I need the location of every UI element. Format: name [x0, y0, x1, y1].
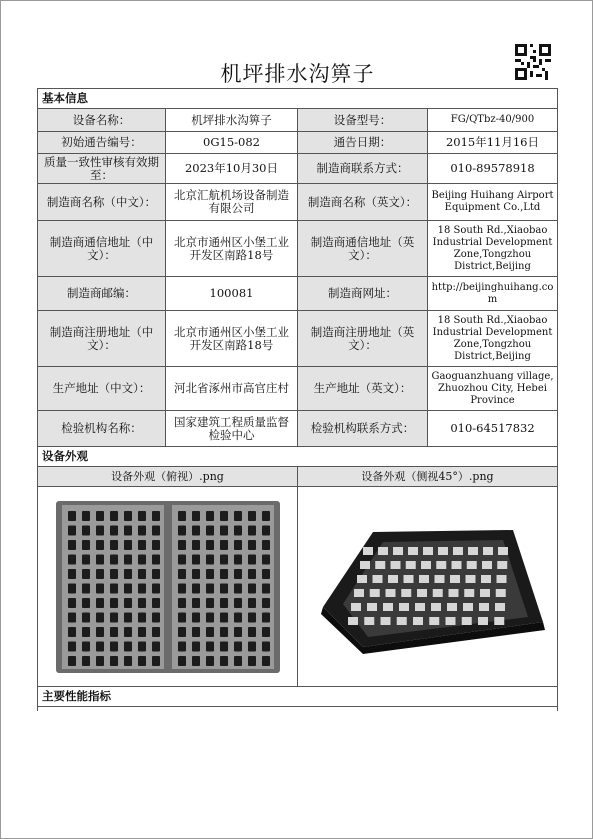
label-production-address-cn: 生产地址（中文）：	[38, 367, 166, 411]
value-mail-address-cn: 北京市通州区小堡工业开发区南路18号	[166, 221, 298, 277]
label-manufacturer-name-en: 制造商名称（英文）：	[298, 184, 428, 221]
label-production-address-en: 生产地址（英文）：	[298, 367, 428, 411]
label-registered-address-en: 制造商注册地址（英文）：	[298, 311, 428, 367]
section-performance: 主要性能指标	[38, 687, 558, 707]
page-title: 机坪排水沟箅子	[220, 62, 375, 86]
label-device-name: 设备名称：	[38, 109, 166, 132]
value-registered-address-en: 18 South Rd.,Xiaobao Industrial Development Zone,Tongzhou District,Beijing	[428, 311, 558, 367]
value-manufacturer-name-cn: 北京汇航机场设备制造有限公司	[166, 184, 298, 221]
table-continuation	[38, 707, 558, 711]
value-initial-notice-no: 0G15-082	[166, 132, 298, 154]
section-basic-info: 基本信息	[38, 89, 558, 109]
value-postcode: 100081	[166, 277, 298, 311]
value-registered-address-cn: 北京市通州区小堡工业开发区南路18号	[166, 311, 298, 367]
value-production-address-cn: 河北省涿州市高官庄村	[166, 367, 298, 411]
section-appearance: 设备外观	[38, 447, 558, 467]
label-mail-address-cn: 制造商通信地址（中文）：	[38, 221, 166, 277]
info-table	[37, 88, 558, 711]
label-initial-notice-no: 初始通告编号：	[38, 132, 166, 154]
grate-top-view-image	[48, 495, 288, 679]
label-device-model: 设备型号：	[298, 109, 428, 132]
value-production-address-en: Gaoguanzhuang village, Zhuozhou City, Hebei Province	[428, 367, 558, 411]
caption-side-view: 设备外观（侧视45°）.png	[298, 467, 558, 487]
value-manufacturer-name-en: Beijing Huihang Airport Equipment Co.,Ltd	[428, 184, 558, 221]
caption-top-view: 设备外观（俯视）.png	[38, 467, 298, 487]
value-website: http://beijinghuihang.com	[428, 277, 558, 311]
label-mail-address-en: 制造商通信地址（英文）：	[298, 221, 428, 277]
value-inspection-contact: 010-64517832	[428, 411, 558, 447]
value-validity: 2023年10月30日	[166, 154, 298, 184]
side-view-cell	[298, 487, 558, 687]
label-inspection-agency: 检验机构名称：	[38, 411, 166, 447]
value-notice-date: 2015年11月16日	[428, 132, 558, 154]
label-notice-date: 通告日期：	[298, 132, 428, 154]
label-website: 制造商网址：	[298, 277, 428, 311]
value-device-model: FG/QTbz-40/900	[428, 109, 558, 132]
label-registered-address-cn: 制造商注册地址（中文）：	[38, 311, 166, 367]
label-validity: 质量一致性审核有效期至：	[38, 154, 166, 184]
value-device-name: 机坪排水沟箅子	[166, 109, 298, 132]
top-view-cell	[38, 487, 298, 687]
value-inspection-agency: 国家建筑工程质量监督检验中心	[166, 411, 298, 447]
grate-side-view-image	[303, 512, 553, 662]
value-mail-address-en: 18 South Rd.,Xiaobao Industrial Development Zone,Tongzhou District,Beijing	[428, 221, 558, 277]
value-manufacturer-contact: 010-89578918	[428, 154, 558, 184]
label-manufacturer-contact: 制造商联系方式：	[298, 154, 428, 184]
label-postcode: 制造商邮编：	[38, 277, 166, 311]
label-inspection-contact: 检验机构联系方式：	[298, 411, 428, 447]
label-manufacturer-name-cn: 制造商名称（中文）：	[38, 184, 166, 221]
